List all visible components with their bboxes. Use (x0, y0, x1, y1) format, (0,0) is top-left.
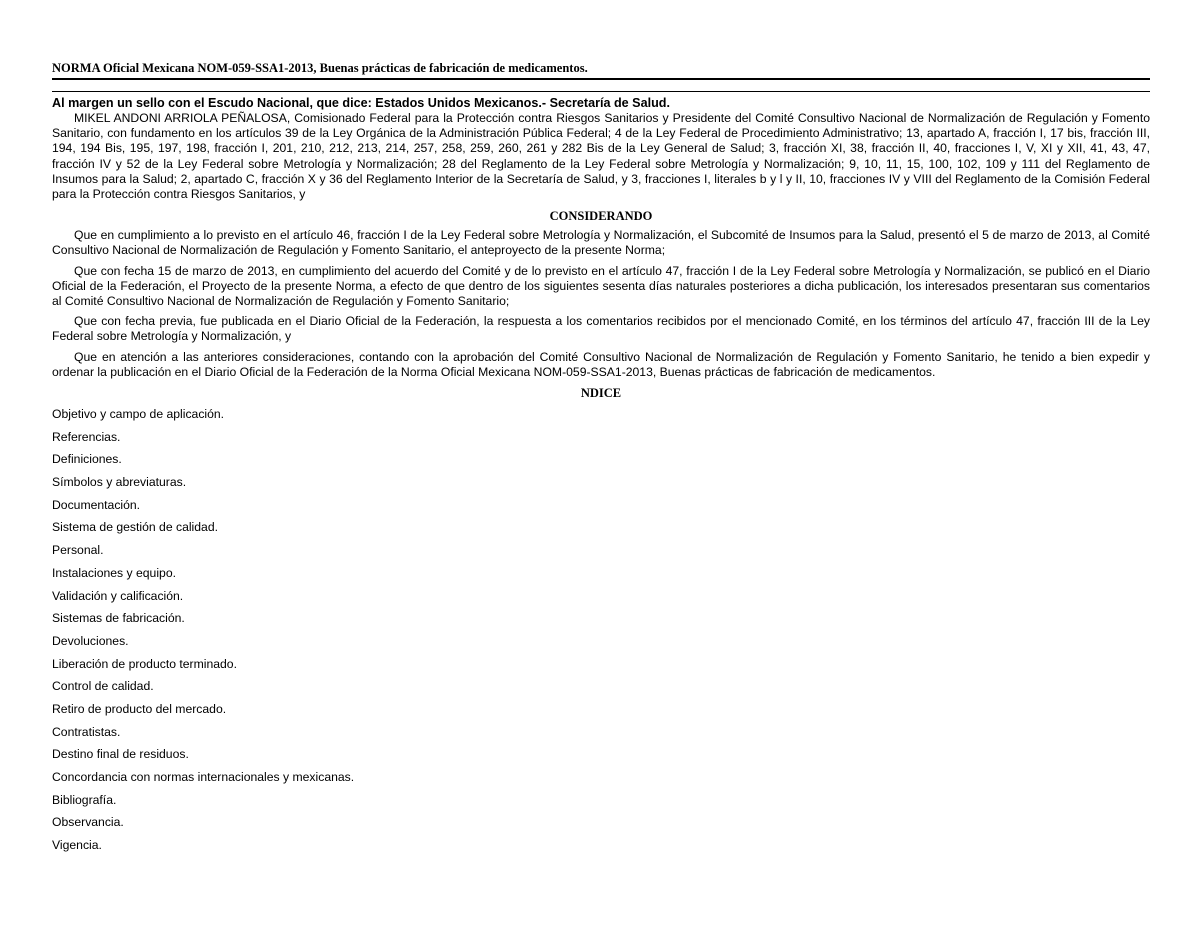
index-item: Destino final de residuos. (52, 747, 189, 762)
index-item: Concordancia con normas internacionales y mexicanas. (52, 770, 355, 785)
considerando-heading: CONSIDERANDO (549, 209, 653, 224)
index-list (52, 407, 1150, 861)
index-item: Bibliografía. (52, 792, 117, 807)
intro-paragraph: MIKEL ANDONI ARRIOLA PEÑALOSA, Comisionado Federal para la Protección contra Riesgos Sanitarios y Presidente del Comité Consultivo Nacional de Normalización de Regulación y Fomento Sanitario, con fundamento en los artículos 39 de la Ley Orgánica de la Administración Pública Federal; 4 de la Ley Federal de Procedimiento Administrativo; 13, apartado A, fracción I, 17 bis, fracción III, 194, 194 Bis, 195, 197, 198, fracción I, 201, 210, 212, 213, 214, 257, 258, 259, 260, 261 y 282 Bis de la Ley General de Salud; 3, fracción XI, 38, fracción II, 40, fracciones I, V, XI y XII, 41, 43, 47, fracción IV y 52 de la Ley Federal sobre Metrología y Normalización; 28 del Reglamento de la Ley Federal sobre Metrología y Normalización; 9, 10, 11, 15, 100, 102, 109 y 111 del Reglamento de Insumos para la Salud; 2, apartado C, fracción X y 36 del Reglamento Interior de la Secretaría de Salud, y 3, fracciones I, literales b y l y II, 10, fracciones IV y VIII del Reglamento de la Comisión Federal para la Protección contra Riesgos Sanitarios, y (52, 111, 1150, 202)
margin-note: Al margen un sello con el Escudo Nacional, que dice: Estados Unidos Mexicanos.- Secretaría de Salud. (52, 96, 670, 110)
considerando-section (52, 208, 1150, 380)
considerando-paragraph: Que con fecha 15 de marzo de 2013, en cumplimiento del acuerdo del Comité y de lo previsto en el artículo 47, fracción I de la Ley Federal sobre Metrología y Normalización, se publicó en el Diario Oficial de la Federación, el Proyecto de la presente Norma, a efecto de que dentro de los siguientes sesenta días naturales posteriores a dicha publicación, los interesados presentaran sus comentarios al Comité Consultivo Nacional de Normalización de Regulación y Fomento Sanitario; (52, 263, 1150, 309)
index-item: Instalaciones y equipo. (52, 565, 176, 580)
index-item: Contratistas. (52, 724, 121, 739)
index-item: Validación y calificación. (52, 588, 184, 603)
index-item: Vigencia. (52, 838, 102, 853)
considerando-paragraph: Que con fecha previa, fue publicada en el Diario Oficial de la Federación, la respuesta a los comentarios recibidos por el mencionado Comité, en los términos del artículo 47, fracción III de la Ley Federal sobre Metrología y Normalización, y (52, 314, 1150, 344)
index-item: Definiciones. (52, 452, 122, 467)
considerando-paragraph: Que en cumplimiento a lo previsto en el artículo 46, fracción I de la Ley Federal sobre Metrología y Normalización, el Subcomité de Insumos para la Salud, presentó el 5 de marzo de 2013, al Comité Consultivo Nacional de Normalización de Regulación y Fomento Sanitario, el anteproyecto de la presente Norma; (52, 228, 1150, 258)
index-item: Sistema de gestión de calidad. (52, 520, 218, 535)
index-item: Sistemas de fabricación. (52, 611, 185, 626)
title-divider (52, 91, 1150, 92)
index-item: Referencias. (52, 429, 121, 444)
index-item: Documentación. (52, 497, 141, 512)
index-heading: NDICE (580, 386, 622, 401)
considerando-paragraph: Que en atención a las anteriores consideraciones, contando con la aprobación del Comité Consultivo Nacional de Normalización de Regulación y Fomento Sanitario, he tenido a bien expedir y ordenar la publicación en el Diario Oficial de la Federación de la Norma Oficial Mexicana NOM-059-SSA1-2013, Buenas prácticas de fabricación de medicamentos. (52, 349, 1150, 379)
index-item: Retiro de producto del mercado. (52, 701, 227, 716)
index-item: Liberación de producto terminado. (52, 656, 237, 671)
index-item: Observancia. (52, 815, 124, 830)
index-item: Control de calidad. (52, 679, 154, 694)
index-item: Objetivo y campo de aplicación. (52, 407, 225, 422)
document-title: NORMA Oficial Mexicana NOM-059-SSA1-2013, Buenas prácticas de fabricación de medicamentos. (52, 60, 1150, 80)
index-item: Devoluciones. (52, 633, 129, 648)
index-item: Símbolos y abreviaturas. (52, 475, 187, 490)
document-page (52, 60, 1150, 861)
index-item: Personal. (52, 543, 104, 558)
